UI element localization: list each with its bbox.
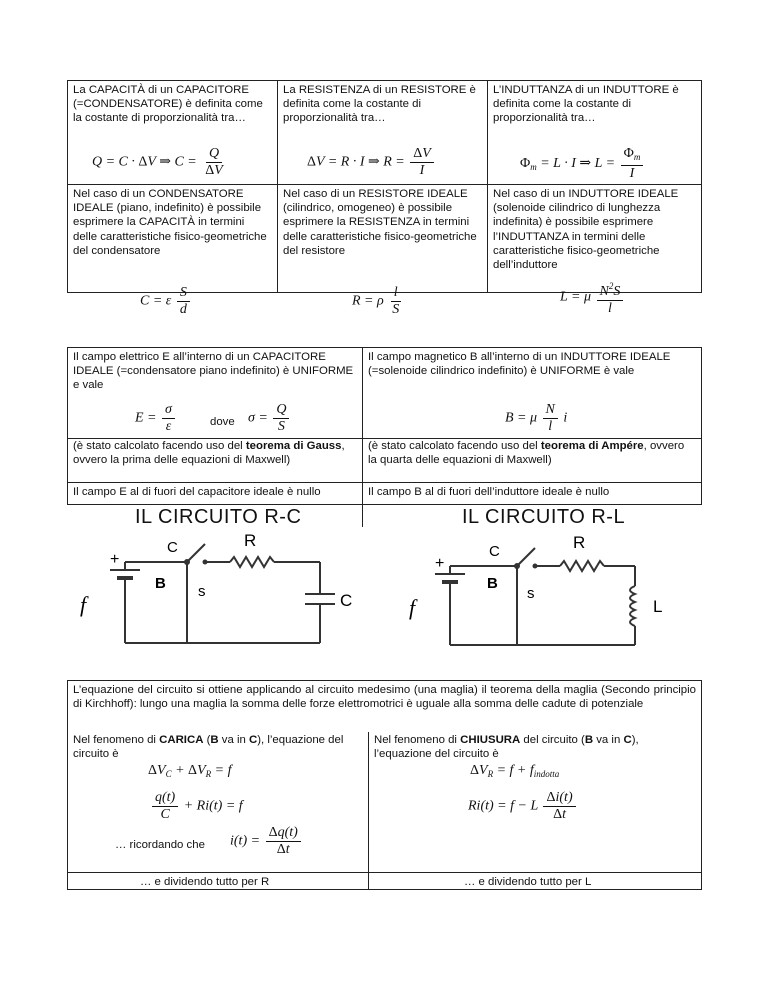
closure-equation-1: $\Delta V_R = f + f_{indotta}$ [470,763,560,779]
resistor-definition: La RESISTENZA di un RESISTORE è definita come la costante di proporzionalità tra… [283,84,476,125]
switch-pivot [184,559,190,565]
inductor-definition: L’INDUTTANZA di un INDUTTORE è definita come la costante di proporzionalità tra… [493,84,679,125]
switch-pivot [514,563,520,569]
rl-circuit-diagram [405,530,675,660]
label-plus: + [435,555,445,572]
current-definition: i(t) = $\frac{\Delta q(t)}{\Delta t}$ [230,825,303,858]
equations-table [67,680,702,890]
magnetic-field-formula: B = μ $\frac{N}{l}$ i [505,402,568,434]
resistor-ideal-case: Nel caso di un RESISTORE IDEALE (cilindrico, omogeneo) è possibile esprimere la RESISTENZA in termini delle caratteristiche fisico-geometriche del resistore [283,188,477,257]
bold-text: CARICA [159,734,204,746]
label-c: C [489,543,500,560]
text: Nel fenomeno di [73,734,160,746]
text: va in [593,734,624,746]
switch-contact [203,560,208,565]
text: ), l’equazione del circuito è [374,734,639,761]
bold-text: C [623,734,632,746]
note-text: , ovvero la prima delle equazioni di Maxwell) [73,440,345,467]
note-text: , ovvero la quarta delle equazioni di Maxwell) [368,440,685,467]
capacitor-ideal-formula: C = ε $\frac{S}{d}$ [140,285,192,318]
electric-field-formula: E = $\frac{\sigma}{\varepsilon}$ [135,402,177,435]
magnetic-field-note [362,436,702,467]
resistor-zigzag [230,557,274,567]
label-cap: C [340,591,353,610]
label-r: R [573,533,586,552]
inductor-ideal-case: Nel caso di un INDUTTORE IDEALE (solenoide cilindrico di lunghezza indefinita) è possibile esprimere l’INDUTTANZA in termini delle caratteristiche fisico-geometriche dell’induttore [493,188,679,272]
label-s: s [198,583,206,600]
ricordando-text: … ricordando che [115,839,205,851]
inductor-coil [630,586,635,626]
label-ind: L [653,597,663,616]
text: del circuito ( [520,734,585,746]
bold-text: B [584,734,594,746]
switch-contact [533,564,538,569]
label-f: f [409,595,416,620]
label-b: B [487,575,498,592]
magnetic-field-outside: Il campo B al di fuori dell’induttore ideale è nullo [368,486,610,498]
note-bold: teorema di Ampére [540,440,644,452]
closure-description [368,730,702,761]
label-b: B [155,575,166,592]
label-f: f [80,592,87,617]
sigma-formula: σ = $\frac{Q}{S}$ [248,402,291,435]
bold-text: B [210,734,219,746]
resistor-formula: ΔV = R · I ⇒ R = $\frac{\Delta V}{I}$ [307,146,436,179]
capacitor-formula: Q = C · ΔV ⇒ C = $\frac{Q}{\Delta V}$ [92,146,223,178]
text: Nel fenomeno di [374,734,461,746]
switch-lever [517,548,535,566]
electric-field-intro: Il campo elettrico E all’interno di un CAPACITORE IDEALE (=condensatore piano indefinito) è UNIFORME e vale [73,351,354,392]
capacitor-definition: La CAPACITÀ di un CAPACITORE (=CONDENSATORE) è definita come la costante di proporzionalità tra… [73,84,263,125]
charge-divide-text: … e dividendo tutto per R [140,876,270,888]
note-text: (è stato calcolato facendo uso del [73,440,246,452]
capacitor-ideal-case: Nel caso di un CONDENSATORE IDEALE (piano, indefinito) è possibile esprimere la CAPACITÀ in termini delle caratteristiche fisico-geometriche del condensatore [73,188,267,257]
dove-label: dove [210,416,235,428]
bold-text: C [249,734,258,746]
text: ( [203,734,211,746]
text: va in [218,734,250,746]
note-text: (è stato calcolato facendo uso del [368,440,541,452]
magnetic-field-intro: Il campo magnetico B all’interno di un INDUTTORE IDEALE (=solenoide cilindrico indefinito) è UNIFORME è vale [368,351,671,378]
label-c: C [167,539,178,556]
resistor-ideal-formula: R = ρ $\frac{l}{S}$ [352,285,400,317]
label-plus: + [110,551,120,568]
inductor-formula: $\Phi_m = L \cdot I$ ⇒ L = $\frac{\Phi_m}{I}$ [520,146,645,182]
charge-description [67,730,367,761]
bold-text: CHIUSURA [460,734,521,746]
text: ), l’equazione del circuito è [73,734,344,761]
charge-equation-2: $\frac{q(t)}{C}$ + Ri(t) = f [150,790,243,823]
rc-circuit-diagram [70,530,360,660]
charge-equation-1: $\Delta V_C + \Delta V_R = f$ [148,763,232,779]
equations-intro: L’equazione del circuito si ottiene applicando al circuito medesimo (una maglia) il teorema della maglia (Secondo principio di Kirchhoff): lungo una maglia la somma delle forze elettromotrici è uguale alla somma delle cadute di potenziale [73,684,696,711]
label-s: s [527,585,535,602]
note-bold: teorema di Gauss [245,440,342,452]
electric-field-note [67,436,362,467]
switch-lever [187,544,205,562]
rc-circuit-title: IL CIRCUITO R-C [135,506,302,528]
electric-field-outside: Il campo E al di fuori del capacitore ideale è nullo [73,486,321,498]
rl-circuit-title: IL CIRCUITO R-L [462,506,626,528]
closure-divide-text: … e dividendo tutto per L [464,876,592,888]
divider [67,872,702,873]
closure-equation-2: Ri(t) = f − L $\frac{\Delta i(t)}{\Delta t}$ [468,790,578,823]
inductor-ideal-formula: L = μ $\frac{N^2S}{l}$ [560,278,625,317]
label-r: R [244,531,257,550]
resistor-zigzag [560,561,604,571]
